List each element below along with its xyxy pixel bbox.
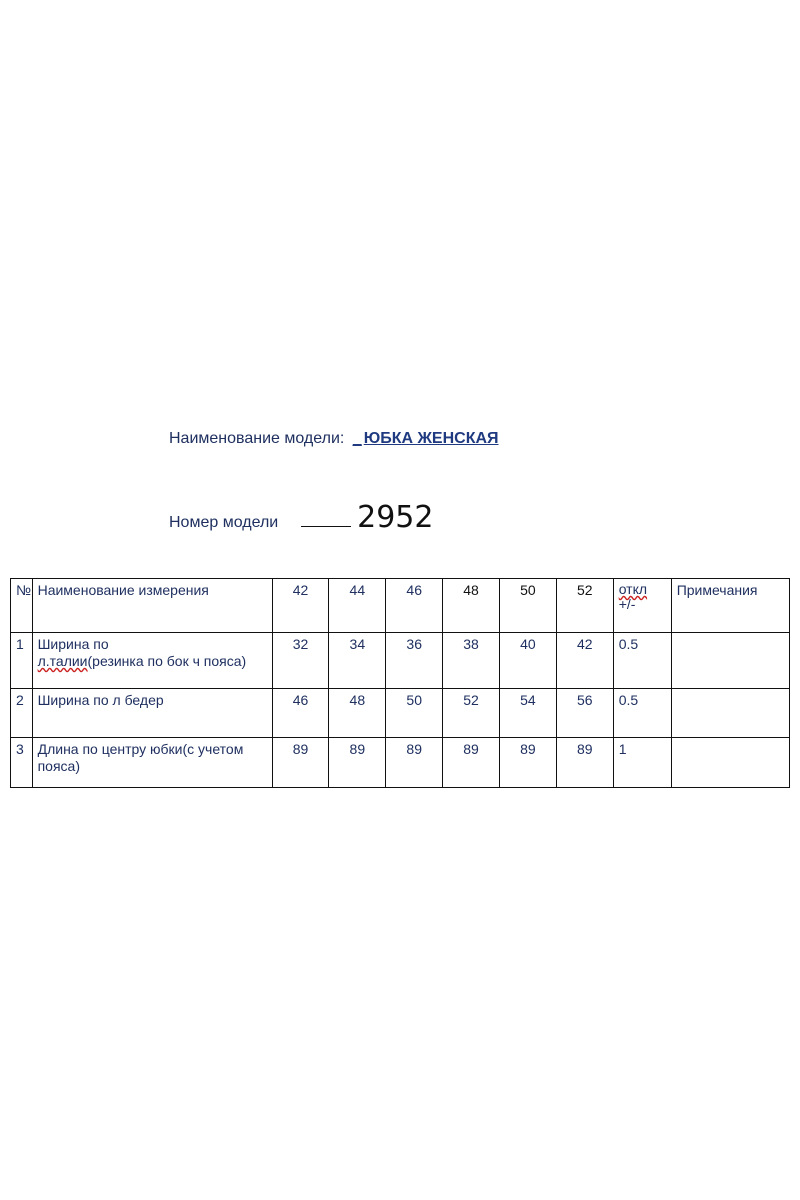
header-notes: Примечания — [671, 579, 789, 633]
header-tolerance-word: откл — [618, 581, 648, 597]
row-name-spell: л.талии — [37, 653, 88, 669]
model-name-label: Наименование модели: — [169, 430, 345, 447]
row-value-50: 40 — [499, 633, 556, 689]
header-tolerance-sign: +/- — [618, 596, 636, 612]
model-number-label: Номер модели — [169, 514, 279, 531]
header-size-50: 50 — [499, 579, 556, 633]
row-num: 2 — [11, 689, 33, 738]
row-value-42: 89 — [272, 738, 329, 788]
row-value-46: 50 — [386, 689, 443, 738]
table-header-row — [11, 579, 790, 633]
row-value-44: 48 — [329, 689, 386, 738]
table-row — [11, 689, 790, 738]
row-tolerance: 0.5 — [613, 689, 671, 738]
row-value-42: 46 — [272, 689, 329, 738]
row-num: 1 — [11, 633, 33, 689]
model-number-value: 2952 — [357, 500, 434, 535]
row-value-44: 34 — [329, 633, 386, 689]
row-value-52: 56 — [556, 689, 613, 738]
model-name-value: _ ЮБКА ЖЕНСКАЯ — [353, 430, 499, 447]
row-name-part: Ширина по — [37, 636, 109, 652]
header-size-46: 46 — [386, 579, 443, 633]
row-value-48: 38 — [443, 633, 500, 689]
row-name-part: (резинка по бок ч пояса) — [87, 653, 247, 669]
header-size-44: 44 — [329, 579, 386, 633]
row-value-52: 89 — [556, 738, 613, 788]
row-value-50: 89 — [499, 738, 556, 788]
row-value-42: 32 — [272, 633, 329, 689]
row-notes — [671, 689, 789, 738]
header-size-52: 52 — [556, 579, 613, 633]
row-value-48: 89 — [443, 738, 500, 788]
row-tolerance: 0.5 — [613, 633, 671, 689]
row-value-48: 52 — [443, 689, 500, 738]
header-measurement-name: Наименование измерения — [32, 579, 272, 633]
model-number-line — [169, 500, 433, 535]
measurement-table — [10, 578, 790, 788]
row-notes — [671, 738, 789, 788]
row-measurement-name: Ширина по л бедер — [32, 689, 272, 738]
row-value-52: 42 — [556, 633, 613, 689]
row-value-46: 36 — [386, 633, 443, 689]
row-value-46: 89 — [386, 738, 443, 788]
header-size-48: 48 — [443, 579, 500, 633]
row-measurement-name: Длина по центру юбки(с учетом пояса) — [32, 738, 272, 788]
header-tolerance — [613, 579, 671, 633]
header-num: № — [11, 579, 33, 633]
row-tolerance: 1 — [613, 738, 671, 788]
model-name-line — [169, 430, 499, 448]
row-notes — [671, 633, 789, 689]
model-number-blank-line — [301, 526, 351, 527]
table-row — [11, 738, 790, 788]
row-value-44: 89 — [329, 738, 386, 788]
header-size-42: 42 — [272, 579, 329, 633]
row-value-50: 54 — [499, 689, 556, 738]
row-num: 3 — [11, 738, 33, 788]
row-measurement-name — [32, 633, 272, 689]
table-row — [11, 633, 790, 689]
